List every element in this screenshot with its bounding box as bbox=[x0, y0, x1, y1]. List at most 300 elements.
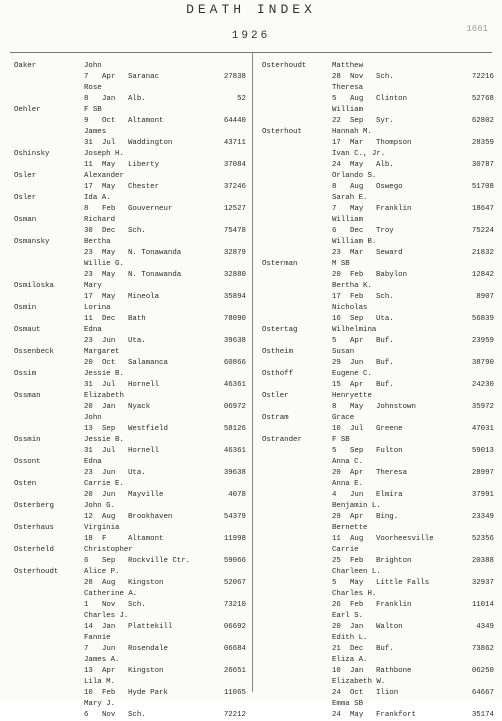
death-place: Rosendale bbox=[128, 645, 168, 653]
certificate-number: 26651 bbox=[223, 667, 246, 675]
death-month: Dec bbox=[350, 227, 364, 235]
death-day: 14 bbox=[84, 623, 93, 631]
certificate-number: 32879 bbox=[223, 249, 246, 257]
death-month: Oct bbox=[350, 689, 364, 697]
index-row bbox=[258, 369, 496, 380]
surname: Osler bbox=[14, 172, 37, 180]
surname: Osmin bbox=[14, 304, 37, 312]
index-column-right bbox=[258, 61, 496, 721]
surname: Osterhoudt bbox=[14, 568, 59, 576]
death-place: Babylon bbox=[376, 271, 408, 279]
index-row bbox=[258, 237, 496, 248]
death-month: Jun bbox=[102, 645, 116, 653]
given-name: William B. bbox=[332, 238, 377, 246]
index-row bbox=[10, 259, 248, 270]
surname: Ossman bbox=[14, 392, 41, 400]
certificate-number: 8907 bbox=[476, 293, 494, 301]
certificate-number: 64667 bbox=[471, 689, 494, 697]
death-place: Salamanca bbox=[128, 359, 168, 367]
death-day: 1 bbox=[84, 601, 89, 609]
certificate-number: 32937 bbox=[471, 579, 494, 587]
death-day: 20 bbox=[84, 403, 93, 411]
certificate-number: 58126 bbox=[223, 425, 246, 433]
death-month: Jan bbox=[350, 623, 364, 631]
surname: Ostram bbox=[262, 414, 289, 422]
index-row bbox=[258, 325, 496, 336]
certificate-number: 52 bbox=[237, 95, 246, 103]
death-place: Hornell bbox=[128, 381, 160, 389]
death-month: May bbox=[102, 249, 116, 257]
surname: Ostheim bbox=[262, 348, 294, 356]
surname: Ostler bbox=[262, 392, 289, 400]
death-day: 5 bbox=[332, 95, 337, 103]
index-row bbox=[10, 380, 248, 391]
death-place: Mayville bbox=[128, 491, 164, 499]
death-day: 17 bbox=[84, 183, 93, 191]
death-place: Greene bbox=[376, 425, 403, 433]
given-name: John G. bbox=[84, 502, 116, 510]
given-name: Carrie E. bbox=[84, 480, 124, 488]
index-row bbox=[258, 72, 496, 83]
given-name: Lila M. bbox=[84, 678, 116, 686]
death-day: 12 bbox=[84, 513, 93, 521]
index-row bbox=[258, 83, 496, 94]
index-row bbox=[258, 61, 496, 72]
death-month: Jan bbox=[102, 95, 116, 103]
death-month: Sep bbox=[350, 117, 364, 125]
certificate-number: 06250 bbox=[471, 667, 494, 675]
death-place: Bing. bbox=[376, 513, 399, 521]
index-row bbox=[258, 204, 496, 215]
death-day: 8 bbox=[332, 183, 337, 191]
index-row bbox=[258, 567, 496, 578]
death-place: Voorheesville bbox=[376, 535, 434, 543]
certificate-number: 59013 bbox=[471, 447, 494, 455]
death-month: Apr bbox=[350, 337, 364, 345]
index-row bbox=[10, 611, 248, 622]
death-month: Mar bbox=[350, 249, 364, 257]
death-day: 23 bbox=[332, 249, 341, 257]
given-name: Bernette bbox=[332, 524, 368, 532]
death-day: 28 bbox=[84, 579, 93, 587]
death-place: Clinton bbox=[376, 95, 408, 103]
index-row bbox=[258, 501, 496, 512]
death-month: Jun bbox=[350, 491, 364, 499]
given-name: Bertha bbox=[84, 238, 111, 246]
certificate-number: 24230 bbox=[471, 381, 494, 389]
index-row bbox=[10, 336, 248, 347]
death-place: Altamont bbox=[128, 535, 164, 543]
index-row bbox=[10, 72, 248, 83]
death-day: 23 bbox=[84, 469, 93, 477]
death-place: Brighton bbox=[376, 557, 412, 565]
death-month: Aug bbox=[350, 95, 364, 103]
index-row bbox=[10, 171, 248, 182]
death-month: Nov bbox=[102, 601, 116, 609]
index-row bbox=[258, 292, 496, 303]
death-place: Thompson bbox=[376, 139, 412, 147]
given-name: Nicholas bbox=[332, 304, 368, 312]
index-row bbox=[10, 61, 248, 72]
surname: Osterheld bbox=[14, 546, 54, 554]
death-day: 5 bbox=[332, 447, 337, 455]
index-row bbox=[258, 138, 496, 149]
death-day: 6 bbox=[84, 711, 89, 719]
death-day: 31 bbox=[84, 447, 93, 455]
given-name: Mary bbox=[84, 282, 102, 290]
given-name: Sarah E. bbox=[332, 194, 368, 202]
given-name: Margaret bbox=[84, 348, 120, 356]
certificate-number: 43711 bbox=[223, 139, 246, 147]
death-month: Apr bbox=[102, 73, 116, 81]
index-row bbox=[10, 490, 248, 501]
index-row bbox=[10, 688, 248, 699]
index-row bbox=[258, 226, 496, 237]
index-column-left bbox=[10, 61, 248, 721]
index-row bbox=[258, 479, 496, 490]
given-name: Lorina bbox=[84, 304, 111, 312]
index-row bbox=[10, 325, 248, 336]
index-row bbox=[10, 501, 248, 512]
index-row bbox=[10, 182, 248, 193]
index-row bbox=[10, 622, 248, 633]
death-day: 7 bbox=[332, 205, 337, 213]
given-name: Joseph H. bbox=[84, 150, 124, 158]
certificate-number: 28359 bbox=[471, 139, 494, 147]
given-name: James bbox=[84, 128, 107, 136]
death-month: Jul bbox=[102, 447, 116, 455]
certificate-number: 46361 bbox=[223, 447, 246, 455]
index-row bbox=[258, 303, 496, 314]
certificate-number: 30787 bbox=[471, 161, 494, 169]
death-place: Buf. bbox=[376, 359, 394, 367]
page-title: DEATH INDEX bbox=[186, 2, 316, 17]
given-name: Grace bbox=[332, 414, 355, 422]
death-day: 20 bbox=[84, 359, 93, 367]
given-name: Elizabeth W. bbox=[332, 678, 386, 686]
death-place: Kingston bbox=[128, 667, 164, 675]
index-row bbox=[10, 138, 248, 149]
certificate-number: 4349 bbox=[476, 623, 494, 631]
death-month: Nov bbox=[350, 73, 364, 81]
index-row bbox=[258, 248, 496, 259]
index-row bbox=[10, 468, 248, 479]
index-row bbox=[258, 699, 496, 710]
certificate-number: 75478 bbox=[223, 227, 246, 235]
page-corner-mark: 1661 bbox=[466, 24, 488, 34]
certificate-number: 23959 bbox=[471, 337, 494, 345]
surname: Osterman bbox=[262, 260, 298, 268]
death-place: Plattekill bbox=[128, 623, 173, 631]
death-day: 28 bbox=[332, 73, 341, 81]
death-month: May bbox=[102, 183, 116, 191]
given-name: Jessie B. bbox=[84, 436, 124, 444]
given-name: Charles H. bbox=[332, 590, 377, 598]
certificate-number: 75224 bbox=[471, 227, 494, 235]
certificate-number: 37991 bbox=[471, 491, 494, 499]
certificate-number: 35174 bbox=[471, 711, 494, 719]
certificate-number: 12527 bbox=[223, 205, 246, 213]
death-month: Jan bbox=[102, 403, 116, 411]
surname: Oshinsky bbox=[14, 150, 50, 158]
death-month: Jan bbox=[102, 623, 116, 631]
given-name: Matthew bbox=[332, 62, 364, 70]
given-name: Bertha K. bbox=[332, 282, 372, 290]
given-name: James A. bbox=[84, 656, 120, 664]
surname: Osler bbox=[14, 194, 37, 202]
death-place: Frankfort bbox=[376, 711, 416, 719]
death-place: Uta. bbox=[128, 337, 146, 345]
index-row bbox=[10, 457, 248, 468]
certificate-number: 32880 bbox=[223, 271, 246, 279]
death-month: Apr bbox=[102, 667, 116, 675]
death-month: Jun bbox=[350, 359, 364, 367]
index-row bbox=[10, 589, 248, 600]
given-name: Edith L. bbox=[332, 634, 368, 642]
death-month: May bbox=[350, 579, 364, 587]
index-row bbox=[258, 182, 496, 193]
given-name: Edna bbox=[84, 458, 102, 466]
certificate-number: 73862 bbox=[471, 645, 494, 653]
death-month: May bbox=[350, 711, 364, 719]
death-day: 24 bbox=[332, 711, 341, 719]
index-row bbox=[10, 402, 248, 413]
death-place: Franklin bbox=[376, 601, 412, 609]
death-day: 31 bbox=[84, 139, 93, 147]
given-name: Carrie bbox=[332, 546, 359, 554]
death-day: 24 bbox=[332, 689, 341, 697]
death-place: Little Falls bbox=[376, 579, 430, 587]
index-row bbox=[10, 160, 248, 171]
death-day: 29 bbox=[332, 513, 341, 521]
death-day: 11 bbox=[332, 535, 341, 543]
given-name: Willie G. bbox=[84, 260, 124, 268]
given-name: Anna E. bbox=[332, 480, 364, 488]
certificate-number: 39638 bbox=[223, 469, 246, 477]
death-month: Feb bbox=[350, 557, 364, 565]
index-row bbox=[258, 358, 496, 369]
death-day: 22 bbox=[332, 117, 341, 125]
certificate-number: 52356 bbox=[471, 535, 494, 543]
index-row bbox=[10, 314, 248, 325]
death-month: May bbox=[102, 161, 116, 169]
death-month: May bbox=[102, 293, 116, 301]
death-month: May bbox=[350, 403, 364, 411]
death-month: Feb bbox=[102, 689, 116, 697]
index-row bbox=[10, 193, 248, 204]
index-row bbox=[258, 666, 496, 677]
index-row bbox=[258, 523, 496, 534]
surname: Ossenbeck bbox=[14, 348, 54, 356]
given-name: Virginia bbox=[84, 524, 120, 532]
death-day: 18 bbox=[84, 535, 93, 543]
given-name: Ida A. bbox=[84, 194, 111, 202]
death-day: 23 bbox=[84, 337, 93, 345]
index-row bbox=[258, 193, 496, 204]
index-row bbox=[10, 347, 248, 358]
surname: Ossont bbox=[14, 458, 41, 466]
death-place: Mineola bbox=[128, 293, 160, 301]
death-month: Apr bbox=[350, 469, 364, 477]
death-day: 8 bbox=[332, 403, 337, 411]
index-row bbox=[10, 369, 248, 380]
death-day: 20 bbox=[332, 271, 341, 279]
index-row bbox=[10, 358, 248, 369]
certificate-number: 73210 bbox=[223, 601, 246, 609]
death-month: Jun bbox=[102, 469, 116, 477]
death-month: Oct bbox=[102, 359, 116, 367]
death-day: 17 bbox=[84, 293, 93, 301]
death-month: Dec bbox=[102, 227, 116, 235]
index-row bbox=[258, 545, 496, 556]
death-day: 13 bbox=[84, 667, 93, 675]
index-row bbox=[258, 424, 496, 435]
index-row bbox=[258, 611, 496, 622]
death-place: Buf. bbox=[376, 381, 394, 389]
death-place: Seward bbox=[376, 249, 403, 257]
death-day: 29 bbox=[332, 359, 341, 367]
death-day: 31 bbox=[84, 381, 93, 389]
index-row bbox=[10, 116, 248, 127]
index-row bbox=[258, 578, 496, 589]
death-month: Jun bbox=[102, 491, 116, 499]
death-day: 20 bbox=[332, 469, 341, 477]
certificate-number: 28997 bbox=[471, 469, 494, 477]
certificate-number: 21832 bbox=[471, 249, 494, 257]
certificate-number: 11998 bbox=[223, 535, 246, 543]
death-place: Sch. bbox=[376, 73, 394, 81]
index-row bbox=[10, 666, 248, 677]
death-day: 26 bbox=[332, 601, 341, 609]
given-name: Orlando S. bbox=[332, 172, 377, 180]
index-row bbox=[10, 424, 248, 435]
surname: Ossmin bbox=[14, 436, 41, 444]
index-row bbox=[258, 446, 496, 457]
death-place: Nyack bbox=[128, 403, 151, 411]
index-row bbox=[10, 303, 248, 314]
certificate-number: 18647 bbox=[471, 205, 494, 213]
index-row bbox=[258, 281, 496, 292]
index-row bbox=[10, 567, 248, 578]
death-place: Oswego bbox=[376, 183, 403, 191]
death-month: Jul bbox=[102, 139, 116, 147]
index-row bbox=[10, 545, 248, 556]
given-name: Eliza A. bbox=[332, 656, 368, 664]
certificate-number: 51708 bbox=[471, 183, 494, 191]
death-day: 10 bbox=[332, 425, 341, 433]
death-month: Sep bbox=[102, 557, 116, 565]
certificate-number: 54379 bbox=[223, 513, 246, 521]
given-name: Rose bbox=[84, 84, 102, 92]
death-place: Alb. bbox=[128, 95, 146, 103]
death-day: 5 bbox=[332, 337, 337, 345]
death-month: Feb bbox=[350, 293, 364, 301]
index-row bbox=[10, 479, 248, 490]
surname: Osmiloska bbox=[14, 282, 54, 290]
death-month: Aug bbox=[102, 513, 116, 521]
surname: Osterhaus bbox=[14, 524, 54, 532]
death-day: 5 bbox=[332, 579, 337, 587]
surname: Osmaut bbox=[14, 326, 41, 334]
certificate-number: 38790 bbox=[471, 359, 494, 367]
death-place: Ilion bbox=[376, 689, 399, 697]
death-place: Sch. bbox=[128, 601, 146, 609]
death-month: Dec bbox=[102, 315, 116, 323]
death-place: Uta. bbox=[128, 469, 146, 477]
index-row bbox=[258, 94, 496, 105]
death-place: Bath bbox=[128, 315, 146, 323]
index-year: 1926 bbox=[231, 30, 271, 42]
given-name: Charles J. bbox=[84, 612, 129, 620]
index-row bbox=[10, 215, 248, 226]
index-row bbox=[10, 435, 248, 446]
death-place: Gouverneur bbox=[128, 205, 173, 213]
given-name: Wilhelmina bbox=[332, 326, 377, 334]
death-place: Theresa bbox=[376, 469, 408, 477]
index-row bbox=[258, 127, 496, 138]
index-row bbox=[10, 248, 248, 259]
surname: Osman bbox=[14, 216, 37, 224]
certificate-number: 12842 bbox=[471, 271, 494, 279]
death-day: 4 bbox=[332, 491, 337, 499]
death-day: 23 bbox=[84, 249, 93, 257]
index-row bbox=[258, 644, 496, 655]
certificate-number: 60866 bbox=[223, 359, 246, 367]
death-day: 10 bbox=[84, 689, 93, 697]
death-month: May bbox=[350, 161, 364, 169]
index-row bbox=[258, 160, 496, 171]
death-month: Dec bbox=[350, 645, 364, 653]
death-month: Mar bbox=[350, 139, 364, 147]
death-month: Jun bbox=[102, 337, 116, 345]
death-place: Altamont bbox=[128, 117, 164, 125]
death-place: Westfield bbox=[128, 425, 168, 433]
header-rule bbox=[10, 52, 492, 53]
index-row bbox=[10, 237, 248, 248]
death-place: Saranac bbox=[128, 73, 160, 81]
certificate-number: 20388 bbox=[471, 557, 494, 565]
given-name: John bbox=[84, 62, 102, 70]
death-day: 8 bbox=[84, 95, 89, 103]
index-row bbox=[258, 149, 496, 160]
death-place: Franklin bbox=[376, 205, 412, 213]
death-month: Aug bbox=[350, 183, 364, 191]
death-place: Sch. bbox=[128, 227, 146, 235]
index-row bbox=[258, 457, 496, 468]
certificate-number: 4078 bbox=[228, 491, 246, 499]
certificate-number: 06692 bbox=[223, 623, 246, 631]
index-row bbox=[10, 391, 248, 402]
certificate-number: 78090 bbox=[223, 315, 246, 323]
index-row bbox=[10, 677, 248, 688]
index-row bbox=[258, 215, 496, 226]
death-place: Rathbone bbox=[376, 667, 412, 675]
death-month: Jan bbox=[350, 667, 364, 675]
index-row bbox=[10, 127, 248, 138]
given-name: Emma SB bbox=[332, 700, 364, 708]
death-month: Apr bbox=[350, 513, 364, 521]
given-name: Charleen L. bbox=[332, 568, 381, 576]
death-place: Fulton bbox=[376, 447, 403, 455]
index-row bbox=[258, 589, 496, 600]
index-row bbox=[10, 413, 248, 424]
given-name: William bbox=[332, 106, 364, 114]
certificate-number: 11014 bbox=[471, 601, 494, 609]
certificate-number: 11065 bbox=[223, 689, 246, 697]
certificate-number: 72216 bbox=[471, 73, 494, 81]
index-row bbox=[258, 512, 496, 523]
given-name: Mary J. bbox=[84, 700, 116, 708]
